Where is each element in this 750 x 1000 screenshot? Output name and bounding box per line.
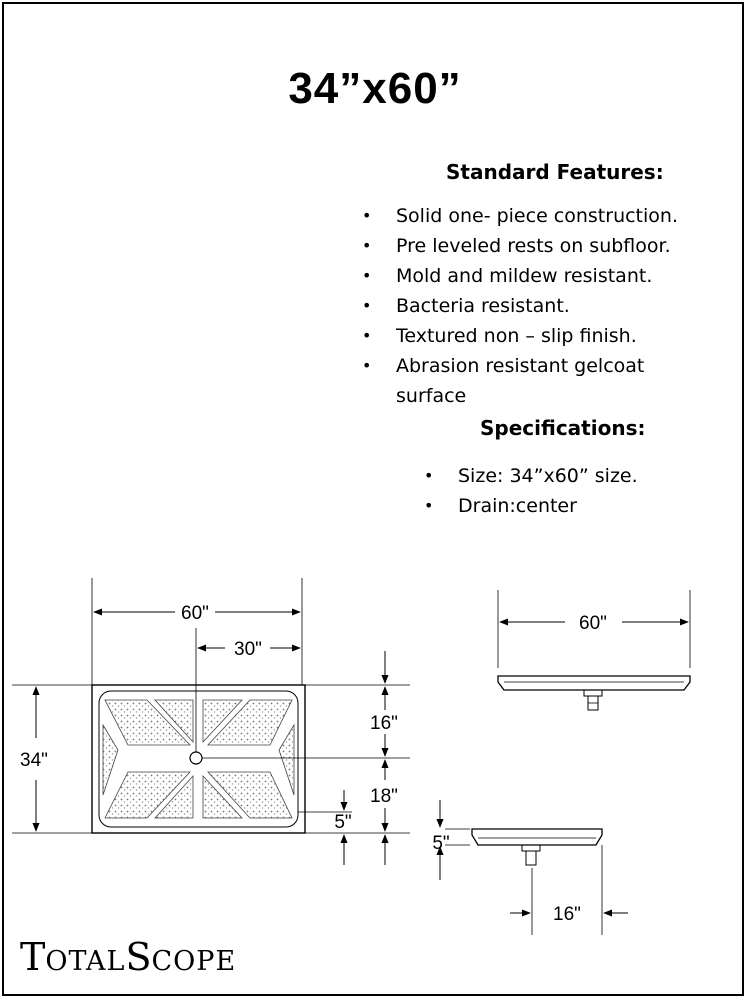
plan-length-dimension: 60"	[181, 603, 209, 624]
end-drain-fitting	[526, 851, 536, 865]
end-drain-offset-dimension: 16"	[553, 904, 581, 925]
plan-upper-dimension: 16"	[370, 713, 398, 734]
totalscope-logo: TOTALSCOPE	[20, 935, 237, 979]
spec-item: • Size: 34”x60” size.	[424, 461, 724, 491]
plan-curb-dimension: 5"	[334, 812, 352, 833]
standard-features-list	[362, 201, 732, 411]
drain-circle	[190, 752, 202, 764]
specifications-list	[424, 461, 724, 521]
feature-item: • Bacteria resistant.	[362, 291, 732, 321]
feature-item: • Textured non – slip finish.	[362, 321, 732, 351]
plan-view	[12, 578, 410, 865]
end-view	[432, 800, 628, 935]
feature-item: • Mold and mildew resistant.	[362, 261, 732, 291]
feature-item: • Pre leveled rests on subfloor.	[362, 231, 732, 261]
side-pan-profile	[498, 676, 690, 690]
technical-drawing	[0, 560, 750, 940]
plan-width-dimension: 34"	[20, 750, 48, 771]
page-title: 34”x60”	[288, 64, 462, 113]
plan-half-length-dimension: 30"	[234, 639, 262, 660]
end-height-dimension: 5"	[432, 833, 450, 854]
spec-item: • Drain:center	[424, 491, 724, 521]
end-pan-profile	[472, 829, 602, 845]
side-length-dimension: 60"	[579, 613, 607, 634]
standard-features-heading: Standard Features:	[446, 160, 664, 184]
feature-item: • Solid one- piece construction.	[362, 201, 732, 231]
feature-item: • Abrasion resistant gelcoat surface	[362, 351, 696, 411]
specifications-heading: Specifications:	[480, 416, 646, 440]
side-view	[498, 590, 690, 710]
plan-lower-dimension: 18"	[370, 786, 398, 807]
